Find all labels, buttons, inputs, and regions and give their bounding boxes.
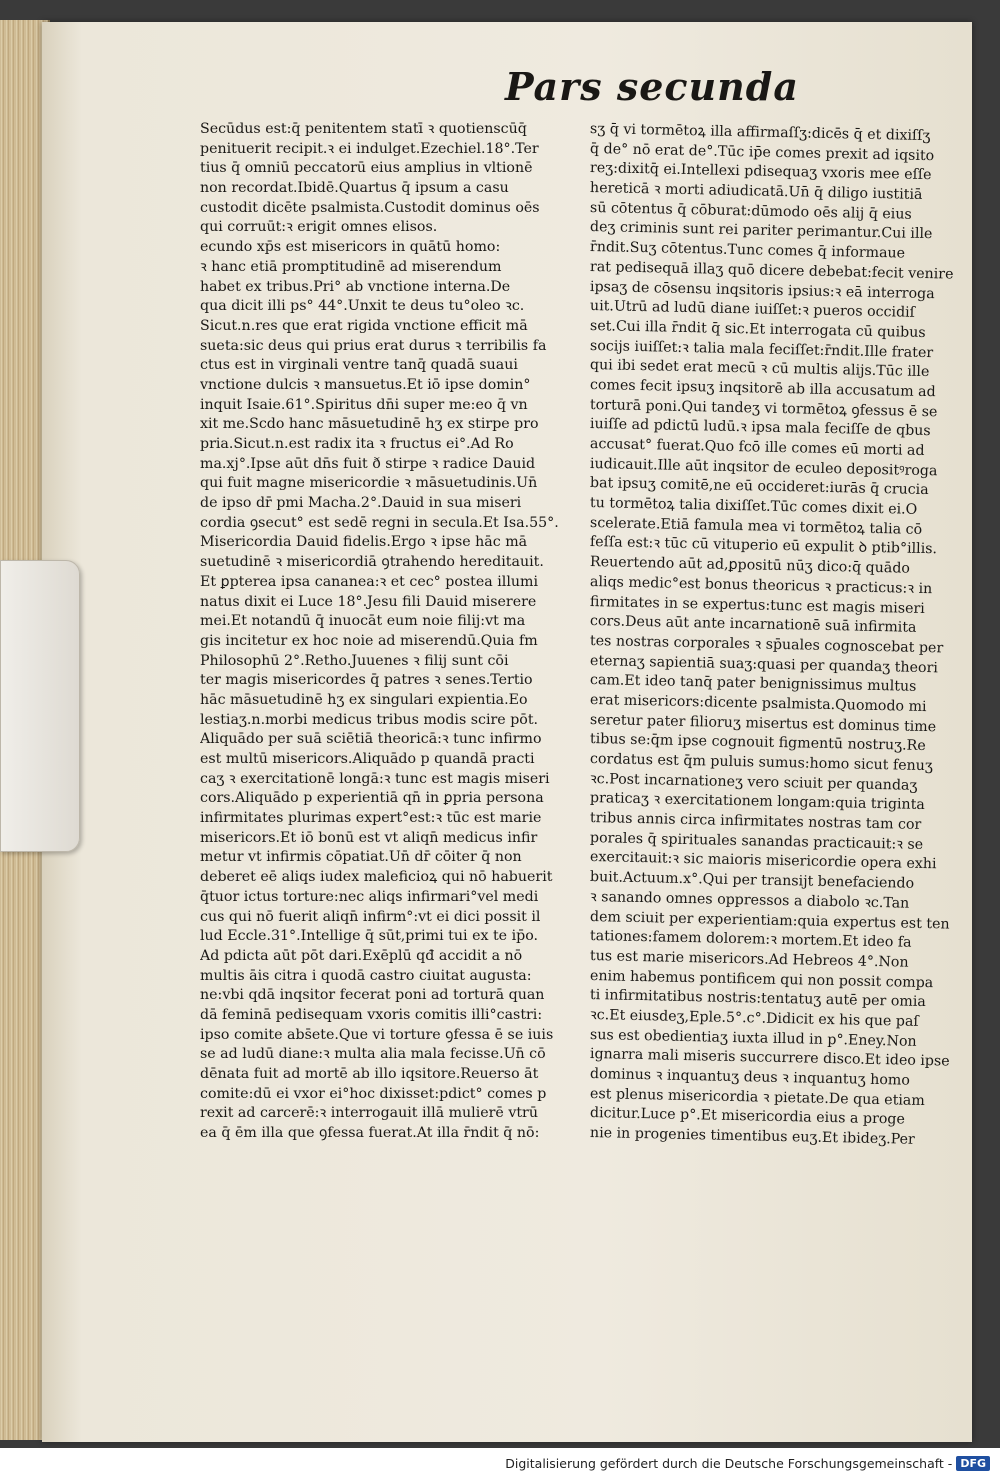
text-line: cors.Aliquādo p experientiā qn̄ in ꝑpria persona bbox=[200, 790, 544, 807]
text-line: aliqs medic°est bonus theoricus ꝛ practicus:ꝛ in bbox=[589, 573, 933, 597]
text-line: qua dicit illi ps° 44°.Unxit te deus tu°oleo ꝛc. bbox=[200, 298, 525, 315]
text-line: dēnata fuit ad mortē ab illo iqsitore.Reuerso āt bbox=[200, 1066, 539, 1082]
text-line: cors.Deus aūt ante incarnationē suā infirmita bbox=[589, 613, 917, 637]
text-line: uit.Utrū ad ludū diane iuiſſet:ꝛ pueros occidiſ bbox=[589, 298, 916, 321]
digitization-footer bbox=[0, 1448, 1000, 1479]
text-line: torturā poni.Qui tandeʒ vi tormētoꝝ ꝯfessus ē se bbox=[589, 396, 938, 420]
text-line: comes fecit ipsuʒ inqsitorē ab illa accusatum ad bbox=[589, 376, 936, 401]
text-line: qui corruūt:ꝛ erigit omnes elisos. bbox=[200, 219, 438, 236]
text-line: custodit dicēte psalmista.Custodit dominus oēs bbox=[200, 199, 540, 216]
text-line: tus est marie misericors.Ad Hebreos 4°.Non bbox=[589, 947, 909, 971]
text-line: r̄ndit.Suʒ cōtentus.Tunc comes q̄ informaue bbox=[589, 239, 906, 262]
text-line: lestiaʒ.n.morbi medicus tribus modis scire pōt. bbox=[200, 711, 539, 728]
text-line: ꝛc.Et eiusdeʒ,Eple.5°.c°.Didicit ex his que paſ bbox=[589, 1006, 919, 1030]
text-line: ꝛc.Post incarnationeʒ vero sciuit per quandaʒ bbox=[589, 770, 918, 794]
text-line: sus est obedientiaʒ iuxta illud in p°.Eney.Non bbox=[589, 1026, 917, 1050]
text-line: deberet eē aliqs iudex maleficioꝝ qui nō habuerit bbox=[200, 869, 553, 886]
text-line: Sicut.n.res que erat rigida vnctione efficit mā bbox=[200, 317, 528, 334]
text-line: q̄ de° nō erat de°.Tūc ip̄e comes prexit ad iqsito bbox=[589, 140, 935, 164]
text-line: cam.Et ideo tanq̄ pater benignissimus multus bbox=[589, 672, 917, 696]
text-line: de ipso dr̄ pmi Macha.2°.Dauid in sua miseri bbox=[200, 495, 522, 512]
text-line: sueta:sic deus qui prius erat durus ꝛ terribilis fa bbox=[200, 337, 547, 354]
text-line: tu tormētoꝝ talia dixiſſet.Tūc comes dixit ei.O bbox=[589, 495, 918, 518]
text-line: ignarra mali miseris succurrere disco.Et ideo ipse bbox=[589, 1046, 950, 1070]
text-line: bat ipsuʒ comitē,ne eū occideret:iurās q̄ crucia bbox=[589, 475, 929, 499]
text-line: ecundo xp̄s est misericors in quātū homo: bbox=[200, 239, 501, 256]
text-line: habet ex tribus.Pri° ab vnctione interna.De bbox=[200, 278, 511, 295]
text-line: tationes:famem dolorem:ꝛ mortem.Et ideo fa bbox=[589, 928, 912, 951]
text-line: gis incitetur ex hoc noie ad miserendū.Quia fm bbox=[200, 632, 538, 649]
text-line: tribus annis circa infirmitates nostras tam cor bbox=[589, 810, 922, 833]
text-line: tes nostras corporales ꝛ sp̄uales cognoscebat per bbox=[589, 632, 944, 657]
text-line: multis āis citra i quodā castro ciuitat augusta: bbox=[200, 967, 532, 984]
text-line: rat pedisequā illaʒ quō dicere debebat:fecit venire bbox=[589, 258, 954, 283]
text-line: ꝛ sanando omnes oppressos a diabolo ꝛc.Tan bbox=[589, 888, 910, 912]
text-line: ea q̄ ēm illa que ꝯfessa fuerat.At illa r̄ndit q̄ nō: bbox=[200, 1125, 540, 1142]
text-line: caʒ ꝛ exercitationē longā:ꝛ tunc est magis miseri bbox=[200, 770, 550, 787]
text-line: dicitur.Luce p°.Et misericordia eius a proge bbox=[589, 1105, 906, 1128]
text-line: porales q̄ spirituales sanandas practicauit:ꝛ se bbox=[589, 829, 924, 853]
funding-note: Digitalisierung gefördert durch die Deutsche Forschungsgemeinschaft - bbox=[505, 1456, 953, 1471]
text-line: metur vt infirmis cōpatiat.Un̄ dr̄ cōiter q̄ non bbox=[200, 849, 522, 866]
text-line: pria.Sicut.n.est radix ita ꝛ fructus ei°.Ad Ro bbox=[200, 436, 514, 452]
running-head: Pars secunda bbox=[505, 64, 799, 109]
text-line: firmitates in se expertus:tunc est magis miseri bbox=[589, 593, 925, 617]
text-line: ipsaʒ de cōsensu inqsitoris ipsius:ꝛ eā interroga bbox=[589, 278, 935, 302]
text-line: hāc māsuetudinē hʒ ex singulari expientia.Eo bbox=[200, 691, 528, 708]
text-line: cordatus est q̄m puluis sumus:homo sicut fenuʒ bbox=[589, 751, 934, 775]
text-line: cordia ꝯsecut° est sedē regni in secula.Et Isa.55°. bbox=[200, 514, 559, 531]
text-line: buit.Actuum.x°.Qui per transijt benefaciendo bbox=[589, 869, 915, 892]
text-line: iuiſſe ad pdictū ludū.ꝛ ipsa mala feciſſe de qbus bbox=[589, 416, 931, 440]
text-line: suetudinē ꝛ misericordiā ꝯtrahendo hereditauit. bbox=[200, 554, 544, 571]
text-line: ma.xj°.Ipse aūt dn̄s fuit ð stirpe ꝛ radice Dauid bbox=[200, 455, 536, 472]
text-line: mei.Et notandū q̄ inuocāt eum noie filij:vt ma bbox=[200, 613, 526, 630]
text-line: ipso comite abs̄ete.Que vi torture ꝯfessa ē se iuis bbox=[200, 1026, 554, 1043]
text-line: iudicauit.Ille aūt inqsitor de eculeo depositꝰroga bbox=[589, 455, 938, 479]
text-line: feſſa est:ꝛ tūc cū vituperio eū expulit ꝺ ptib°illis. bbox=[589, 534, 938, 558]
text-line: ctus est in virginali ventre tanq̄ quadā suaui bbox=[200, 357, 518, 374]
text-line: socijs iuiſſet:ꝛ talia mala feciſſet:r̄ndit.Ille frater bbox=[589, 337, 934, 361]
text-line: dominus ꝛ inquantuʒ deus ꝛ inquantuʒ homo bbox=[589, 1066, 911, 1089]
text-line: comite:dū ei vxor ei°hoc dixisset:pdict° comes p bbox=[200, 1085, 547, 1102]
text-line: reʒ:dixitq̄ ei.Intellexi pdisequaʒ vxoris mee eſſe bbox=[589, 160, 932, 184]
text-line: rexit ad carcerē:ꝛ interrogauit illā mulierē vtrū bbox=[200, 1105, 538, 1122]
text-column-right bbox=[589, 120, 960, 1148]
text-line: sʒ q̄ vi tormētoꝝ illa affirmaſſʒ:dicēs q̄ et dixiſſʒ bbox=[589, 121, 931, 145]
text-line: tius q̄ omniū peccatorū eius amplius in vltionē bbox=[200, 160, 533, 177]
text-line: vnctione dulcis ꝛ mansuetus.Et iō ipse domin° bbox=[200, 376, 531, 393]
text-line: nie in progenies timentibus euʒ.Et ibideʒ.Per bbox=[589, 1125, 915, 1148]
text-line: scelerate.Etiā famula mea vi tormētoꝝ talia cō bbox=[589, 514, 923, 538]
text-line: praticaʒ ꝛ exercitationem longam:quia triginta bbox=[589, 790, 925, 814]
text-line: ne:vbi qdā inqsitor fecerat poni ad torturā quan bbox=[200, 987, 545, 1004]
text-line: misericors.Et iō bonū est vt aliqn̄ medicus infir bbox=[200, 829, 538, 846]
text-line: se ad ludū diane:ꝛ multa alia mala fecisse.Un̄ cō bbox=[200, 1046, 546, 1063]
text-line: infirmitates plurimas expert°est:ꝛ tūc est marie bbox=[200, 810, 542, 827]
text-line: deʒ criminis sunt rei pariter perimantur.Cui ille bbox=[589, 219, 933, 243]
page-clip bbox=[0, 560, 80, 852]
text-line: cus qui nō fuerit aliqn̄ infirm°:vt ei dici possit il bbox=[200, 908, 541, 925]
text-line: Secūdus est:q̄ penitentem statī ꝛ quotienscūq̄ bbox=[200, 121, 527, 137]
text-line: Philosophū 2°.Retho.Juuenes ꝛ filij sunt cōi bbox=[200, 652, 509, 669]
text-line: lud Eccle.31°.Intellige q̄ sūt,primi tui ex te ip̄o. bbox=[200, 928, 538, 945]
text-line: hereticā ꝛ morti adiudicatā.Un̄ q̄ diligo iustitiā bbox=[589, 180, 923, 204]
text-line: qui ibi sedet erat mecū ꝛ cū multis alijs.Tūc ille bbox=[589, 357, 930, 381]
text-line: est multū misericors.Aliquādo p quandā practi bbox=[200, 751, 535, 767]
text-line: Ad pdicta aūt pōt dari.Exēplū qđ accidit a nō bbox=[200, 947, 523, 964]
text-column-left bbox=[200, 120, 570, 1144]
text-line: Et ꝑpterea ipsa cananea:ꝛ et cec° postea illumi bbox=[200, 573, 538, 590]
text-line: sū cōtentus q̄ cōburat:dūmodo oēs alij q̄ eius bbox=[589, 199, 912, 223]
text-line: penituerit recipit.ꝛ ei indulget.Ezechiel.18°.Ter bbox=[200, 140, 539, 157]
text-line: non recordat.Ibidē.Quartus q̄ ipsum a casu bbox=[200, 180, 509, 197]
text-line: ter magis misericordes q̄ patres ꝛ senes.Tertio bbox=[200, 672, 533, 689]
text-line: ꝛ hanc etiā promptitudinē ad miserendum bbox=[200, 258, 502, 275]
text-line: seretur pater filioruʒ misertus est dominus time bbox=[589, 711, 937, 735]
text-line: qui fuit magne misericordie ꝛ māsuetudinis.Un̄ bbox=[200, 475, 538, 492]
dfg-logo: DFG bbox=[956, 1456, 990, 1471]
text-line: est plenus misericordia ꝛ pietate.De qua etiam bbox=[589, 1085, 925, 1109]
text-line: Reuertendo aūt ad,ꝑpositū nūʒ dico:q̄ quādo bbox=[589, 554, 911, 577]
text-line: ti infirmitatibus nostris:tentatuʒ autē per omia bbox=[589, 987, 926, 1011]
text-line: eternaʒ sapientiā suaʒ:quasi per quandaʒ theori bbox=[589, 652, 939, 676]
text-line: accusat° fuerat.Quo fcō ille comes eū morti ad bbox=[589, 436, 925, 460]
text-line: tibus se:q̄m ipse cognouit figmentū nostruʒ.Re bbox=[589, 731, 926, 755]
text-line: enim habemus pontificem qui non possit compa bbox=[589, 967, 934, 991]
text-line: dem sciuit per experientiam:quia expertus est ten bbox=[589, 908, 950, 933]
text-line: set.Cui illa r̄ndit q̄ sic.Et interrogata cū quibus bbox=[589, 317, 926, 341]
text-line: xit me.Scdo hanc māsuetudinē hʒ ex stirpe pro bbox=[200, 416, 539, 433]
text-line: Aliquādo per suā sciētiā theoricā:ꝛ tunc infirmo bbox=[200, 731, 542, 748]
text-line: exercitauit:ꝛ sic maioris misericordie opera exhi bbox=[589, 849, 937, 873]
text-line: erat misericors:dicente psalmista.Quomodo mi bbox=[589, 691, 927, 715]
text-line: natus dixit ei Luce 18°.Jesu fili Dauid miserere bbox=[200, 593, 537, 610]
text-line: inquit Isaie.61°.Spiritus dn̄i super me:eo q̄ vn bbox=[200, 396, 528, 413]
text-line: Misericordia Dauid fidelis.Ergo ꝛ ipse hāc mā bbox=[200, 534, 528, 551]
text-line: q̄tuor ictus torture:nec aliqs infirmari°vel medi bbox=[200, 888, 539, 905]
text-line: dā feminā pedisequam vxoris comitis illi°castri: bbox=[200, 1006, 543, 1023]
